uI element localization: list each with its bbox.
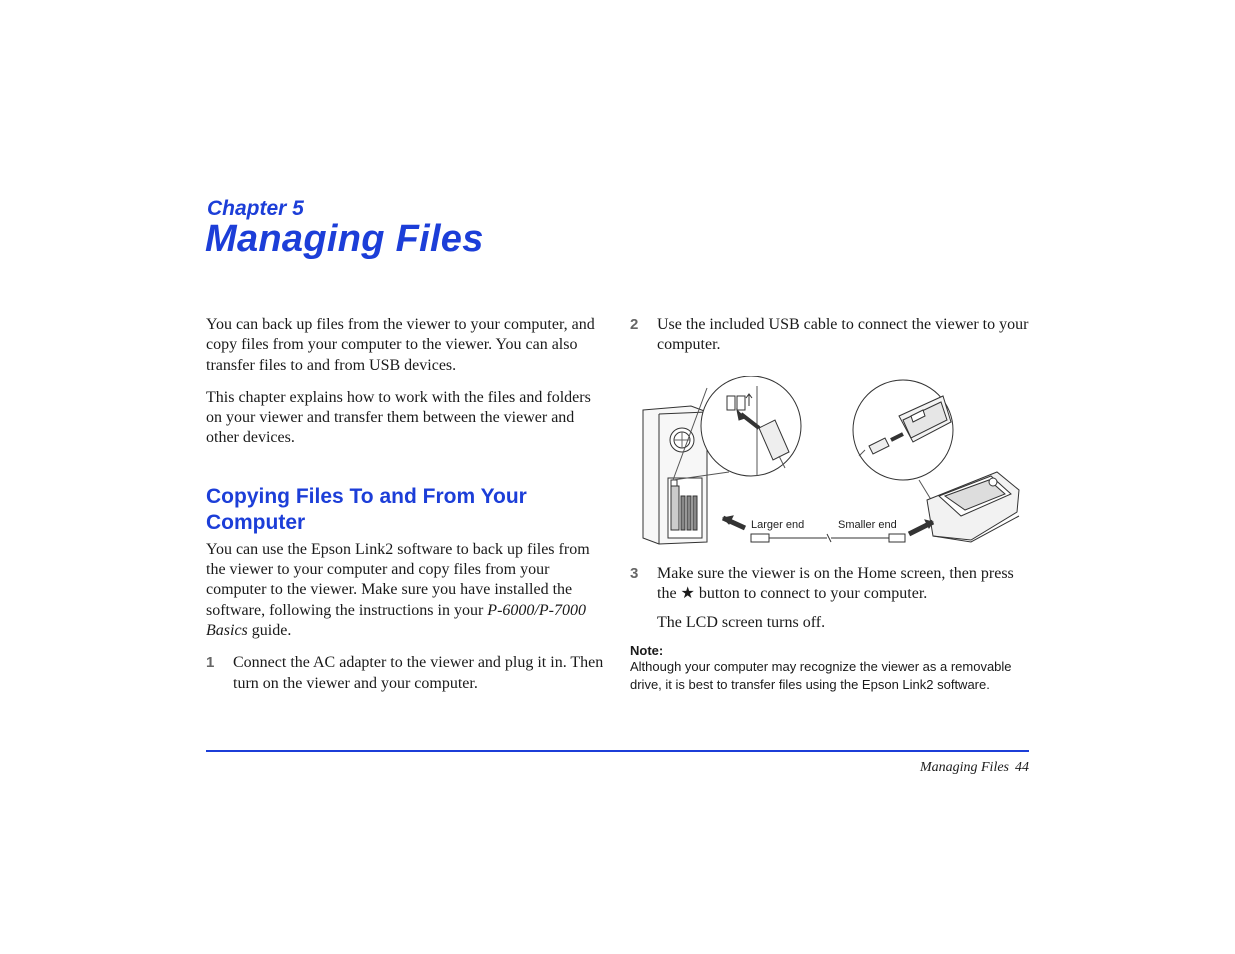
viewer-device-icon xyxy=(927,472,1019,542)
note-heading: Note: xyxy=(630,643,664,659)
section-paragraph xyxy=(206,540,604,641)
section-text-start: You can use the Epson Link2 software to back up files from the viewer to your computer and copy files from your computer to the viewer. Make sure you have installed the software, following the instructions in your xyxy=(206,540,590,619)
left-column xyxy=(206,315,604,694)
guide-title: P-6000/P-7000 Basics xyxy=(206,601,586,639)
footer-rule xyxy=(206,750,1029,752)
footer-section-name: Managing Files xyxy=(919,760,1009,775)
step-1-text: Connect the AC adapter to the viewer and plug it in. Then turn on the viewer and your computer. xyxy=(233,654,604,692)
step-2 xyxy=(630,315,1030,356)
page-footer xyxy=(920,760,1029,776)
star-icon: ★ xyxy=(680,584,695,602)
section-text-end: guide. xyxy=(247,621,292,639)
usb-connection-figure xyxy=(641,376,1031,546)
step-1 xyxy=(206,653,604,694)
page-number: 44 xyxy=(1015,760,1029,775)
larger-end-label: Larger end xyxy=(751,519,805,531)
intro-paragraph-2: This chapter explains how to work with the files and folders on your viewer and transfer them between the viewer and other devices. xyxy=(206,388,591,447)
step-1-number: 1 xyxy=(206,654,215,672)
step-3-text-start: Make sure the viewer is on the Home screen, then press the xyxy=(657,564,1014,602)
step-3-number: 3 xyxy=(630,564,639,582)
step-3-result: The LCD screen turns off. xyxy=(657,614,826,632)
smaller-end-label: Smaller end xyxy=(838,519,897,531)
step-3 xyxy=(630,564,1030,634)
chapter-title: Managing Files xyxy=(205,218,484,260)
note-text: Although your computer may recognize the viewer as a removable drive, it is best to transfer files using the Epson Link2 software. xyxy=(630,659,1012,692)
step-3-text-end: button to connect to your computer. xyxy=(694,584,928,602)
intro-paragraph-1: You can back up files from the viewer to your computer, and copy files from your computer to the viewer. You can also transfer files to and from USB devices. xyxy=(206,316,595,374)
step-2-number: 2 xyxy=(630,316,639,333)
step-3-text xyxy=(657,564,1030,605)
step-2-text: Use the included USB cable to connect the viewer to your computer. xyxy=(657,316,1029,354)
section-heading: Copying Files To and From Your Computer xyxy=(206,484,527,534)
chapter-label: Chapter 5 xyxy=(207,197,304,220)
